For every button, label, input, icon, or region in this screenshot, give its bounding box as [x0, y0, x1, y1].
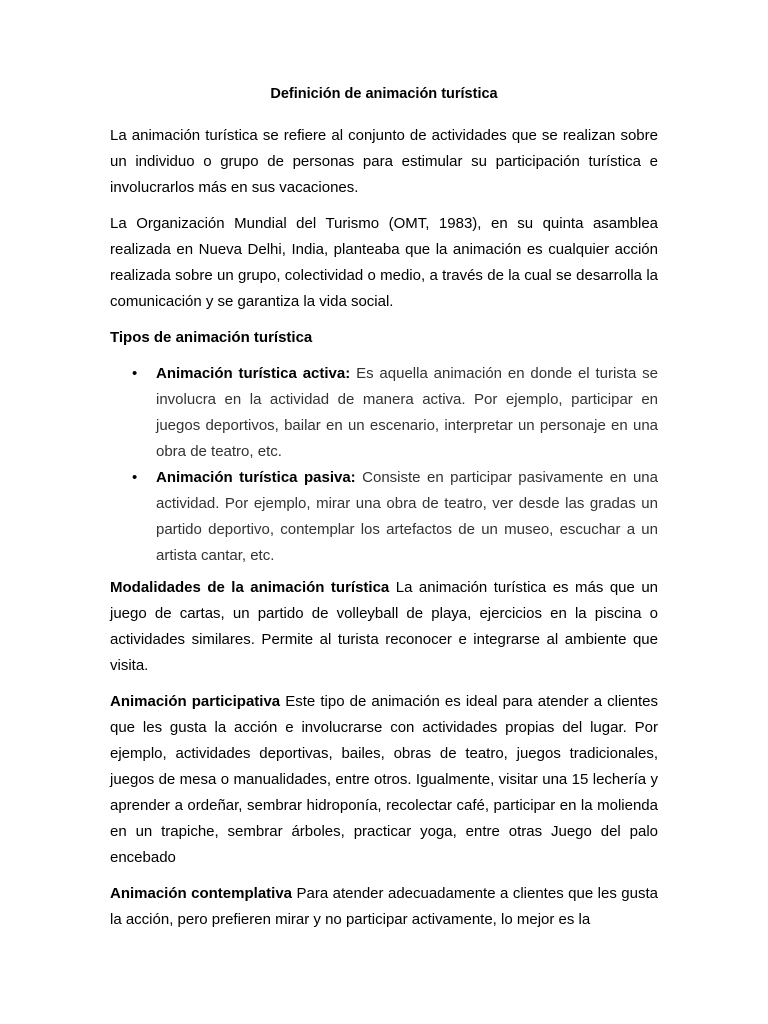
paragraph-modalidades	[110, 575, 658, 679]
list-item-label: Animación turística activa:	[156, 365, 351, 382]
paragraph-definition: La animación turística se refiere al conjunto de actividades que se realizan sobre un individuo o grupo de personas para estimular su participación turística e involucrarlos más en sus vacaciones.	[110, 127, 658, 196]
paragraph-contemplativa	[110, 881, 658, 933]
types-heading: Tipos de animación turística	[110, 329, 313, 346]
paragraph-omt: La Organización Mundial del Turismo (OMT, 1983), en su quinta asamblea realizada en Nueva Delhi, India, planteaba que la animación es cualquier acción realizada sobre un grupo, colectividad o medio, a través de la cual se desarrolla la comunicación y se garantiza la vida social.	[110, 215, 658, 310]
contemplativa-label: Animación contemplativa	[110, 885, 293, 902]
participativa-label: Animación participativa	[110, 693, 281, 710]
paragraph-participativa	[110, 689, 658, 871]
bullet-icon: •	[132, 365, 138, 382]
list-item-passive	[110, 465, 658, 569]
list-item-label: Animación turística pasiva:	[156, 469, 356, 486]
bullet-icon: •	[132, 469, 138, 486]
list-item-text: Es aquella animación en donde el turista se involucra en la actividad de manera activa. Por ejemplo, participar en juegos deportivos, bailar en un escenario, interpretar un personaje en una obra de teatro, etc.	[156, 365, 658, 460]
participativa-text: Este tipo de animación es ideal para atender a clientes que les gusta la acción e involucrarse con actividades propias del lugar. Por ejemplo, actividades deportivas, bailes, obras de teatro, juegos tradicionales, juegos de mesa o manualidades, entre otros. Igualmente, visitar una 15 lechería y aprender a ordeñar, sembrar hidroponía, recolectar café, participar en la molienda en un trapiche, sembrar árboles, practicar yoga, entre otras Juego del palo encebado	[110, 693, 658, 866]
list-item-active	[110, 361, 658, 465]
list-item-text: Consiste en participar pasivamente en una actividad. Por ejemplo, mirar una obra de teatro, ver desde las gradas un partido deportivo, contemplar los artefactos de un museo, escuchar a un artista cantar, etc.	[156, 469, 658, 564]
modalidades-label: Modalidades de la animación turística	[110, 579, 390, 596]
document-title: Definición de animación turística	[270, 86, 498, 102]
document-body	[110, 123, 658, 943]
contemplativa-text: Para atender adecuadamente a clientes que les gusta la acción, pero prefieren mirar y no participar activamente, lo mejor es la	[110, 885, 658, 928]
modalidades-text: La animación turística es más que un juego de cartas, un partido de volleyball de playa, ejercicios en la piscina o actividades similares. Permite al turista reconocer e integrarse al ambiente que visita.	[110, 579, 659, 674]
types-list	[110, 361, 658, 569]
